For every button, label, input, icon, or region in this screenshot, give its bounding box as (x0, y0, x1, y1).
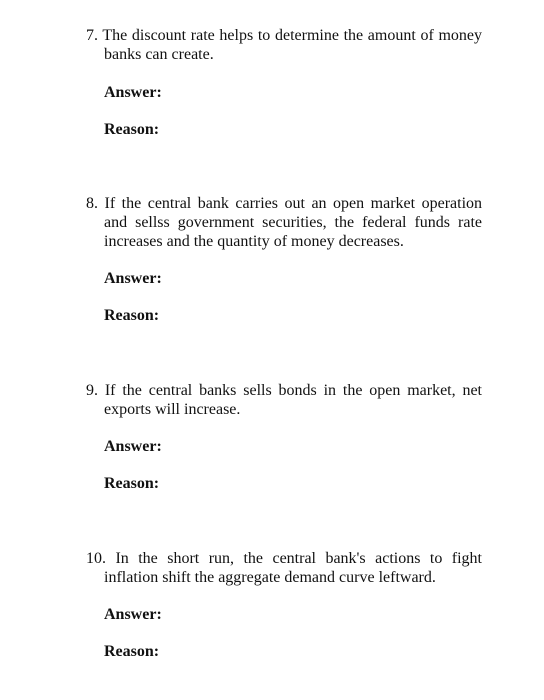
reason-label: Reason: (104, 475, 160, 492)
question-text: If the central banks sells bonds in the open market, net exports will increase. (104, 382, 482, 418)
answer-label: Answer: (104, 606, 162, 623)
question-10 (86, 549, 482, 660)
question-10-text-block (86, 549, 482, 587)
reason-label: Reason: (104, 643, 160, 660)
reason-label: Reason: (104, 121, 160, 138)
question-8 (86, 194, 483, 324)
question-number: 7. (86, 27, 98, 44)
question-number: 9. (86, 382, 98, 399)
question-9 (86, 381, 482, 492)
reason-label: Reason: (104, 307, 160, 324)
question-9-text-block (86, 381, 482, 419)
question-7-text-block (86, 26, 482, 64)
question-text: The discount rate helps to determine the amount of money banks can create. (102, 27, 482, 63)
answer-label: Answer: (104, 438, 162, 455)
question-7 (86, 26, 482, 138)
question-8-text-block (86, 194, 482, 251)
question-text: In the short run, the central bank's actions to fight inflation shift the aggregate demand curve leftward. (104, 550, 482, 586)
answer-label: Answer: (104, 270, 162, 287)
question-number: 10. (86, 550, 106, 567)
answer-label: Answer: (104, 84, 162, 101)
question-text: If the central bank carries out an open market operation and sellss government securities, the federal funds rate increases and the quantity of money decreases. (104, 195, 483, 250)
question-number: 8. (86, 195, 98, 212)
